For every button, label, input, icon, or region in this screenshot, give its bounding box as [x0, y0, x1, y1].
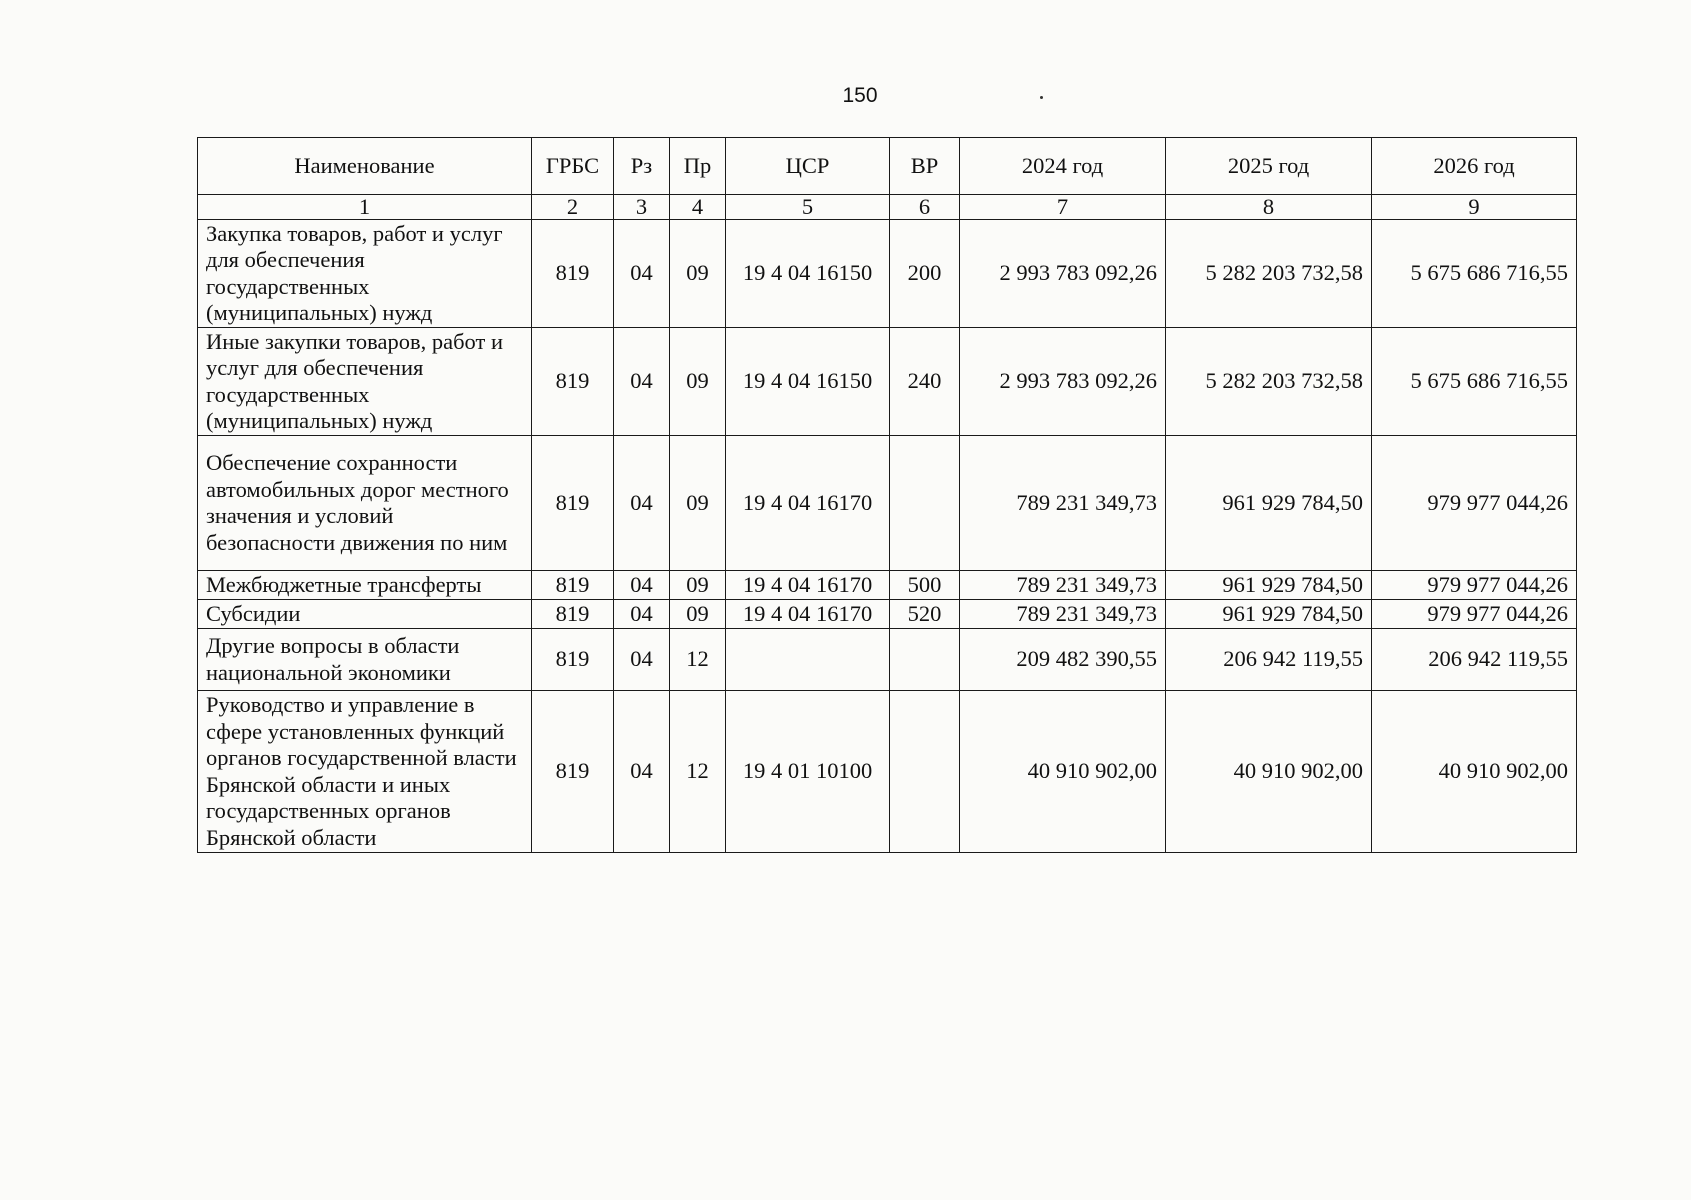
header-csr: ЦСР: [726, 138, 890, 195]
row-csr: 19 4 04 16170: [726, 436, 890, 571]
row-2026: 979 977 044,26: [1372, 436, 1577, 571]
row-csr: 19 4 04 16170: [726, 571, 890, 600]
column-number: 6: [890, 195, 960, 220]
table-row: [198, 600, 1577, 629]
column-number: 1: [198, 195, 532, 220]
row-2024: 2 993 783 092,26: [960, 220, 1166, 328]
row-2024: 789 231 349,73: [960, 436, 1166, 571]
row-2024: 789 231 349,73: [960, 600, 1166, 629]
table-row: [198, 571, 1577, 600]
table-row: [198, 436, 1577, 571]
row-vr: 500: [890, 571, 960, 600]
header-2026: 2026 год: [1372, 138, 1577, 195]
row-rz: 04: [614, 220, 670, 328]
row-grbs: 819: [532, 600, 614, 629]
row-pr: 12: [670, 691, 726, 853]
table-row: [198, 691, 1577, 853]
row-vr: [890, 629, 960, 691]
table-row: [198, 220, 1577, 328]
row-grbs: 819: [532, 220, 614, 328]
row-2026: 206 942 119,55: [1372, 629, 1577, 691]
header-row: [198, 138, 1577, 195]
row-grbs: 819: [532, 571, 614, 600]
budget-table: [197, 137, 1577, 853]
header-pr: Пр: [670, 138, 726, 195]
column-number: 2: [532, 195, 614, 220]
column-number-row: [198, 195, 1577, 220]
row-rz: 04: [614, 571, 670, 600]
row-grbs: 819: [532, 328, 614, 436]
row-2026: 979 977 044,26: [1372, 600, 1577, 629]
row-2025: 40 910 902,00: [1166, 691, 1372, 853]
row-name: Другие вопросы в области национальной экономики: [198, 629, 532, 691]
row-2025: 961 929 784,50: [1166, 571, 1372, 600]
column-number: 8: [1166, 195, 1372, 220]
row-pr: 09: [670, 220, 726, 328]
column-number: 7: [960, 195, 1166, 220]
row-name: Закупка товаров, работ и услуг для обеспечения государственных (муниципальных) нужд: [198, 220, 532, 328]
row-2026: 40 910 902,00: [1372, 691, 1577, 853]
row-grbs: 819: [532, 629, 614, 691]
row-name: Обеспечение сохранности автомобильных дорог местного значения и условий безопасности движения по ним: [198, 436, 532, 571]
row-name: Межбюджетные трансферты: [198, 571, 532, 600]
header-2024: 2024 год: [960, 138, 1166, 195]
row-2025: 961 929 784,50: [1166, 436, 1372, 571]
row-csr: 19 4 01 10100: [726, 691, 890, 853]
row-pr: 09: [670, 600, 726, 629]
row-2025: 206 942 119,55: [1166, 629, 1372, 691]
row-2026: 5 675 686 716,55: [1372, 220, 1577, 328]
header-grbs: ГРБС: [532, 138, 614, 195]
row-grbs: 819: [532, 436, 614, 571]
header-2025: 2025 год: [1166, 138, 1372, 195]
table-row: [198, 328, 1577, 436]
header-name: Наименование: [198, 138, 532, 195]
row-pr: 09: [670, 571, 726, 600]
column-number: 3: [614, 195, 670, 220]
row-csr: 19 4 04 16170: [726, 600, 890, 629]
page-number: 150: [842, 84, 878, 107]
column-number: 4: [670, 195, 726, 220]
row-pr: 12: [670, 629, 726, 691]
row-2024: 789 231 349,73: [960, 571, 1166, 600]
table-row: [198, 629, 1577, 691]
row-grbs: 819: [532, 691, 614, 853]
row-rz: 04: [614, 436, 670, 571]
row-name: Руководство и управление в сфере установленных функций органов государственной власти Брянской области и иных государственных органов Брянской области: [198, 691, 532, 853]
row-2026: 979 977 044,26: [1372, 571, 1577, 600]
row-2025: 5 282 203 732,58: [1166, 220, 1372, 328]
row-csr: [726, 629, 890, 691]
header-rz: Рз: [614, 138, 670, 195]
row-2024: 2 993 783 092,26: [960, 328, 1166, 436]
row-vr: 520: [890, 600, 960, 629]
row-vr: 240: [890, 328, 960, 436]
row-pr: 09: [670, 328, 726, 436]
row-vr: [890, 691, 960, 853]
row-2025: 961 929 784,50: [1166, 600, 1372, 629]
row-rz: 04: [614, 600, 670, 629]
row-name: Субсидии: [198, 600, 532, 629]
row-2024: 209 482 390,55: [960, 629, 1166, 691]
row-vr: 200: [890, 220, 960, 328]
column-number: 9: [1372, 195, 1577, 220]
column-number: 5: [726, 195, 890, 220]
row-vr: [890, 436, 960, 571]
row-2025: 5 282 203 732,58: [1166, 328, 1372, 436]
row-2024: 40 910 902,00: [960, 691, 1166, 853]
row-rz: 04: [614, 691, 670, 853]
row-csr: 19 4 04 16150: [726, 328, 890, 436]
row-rz: 04: [614, 328, 670, 436]
row-2026: 5 675 686 716,55: [1372, 328, 1577, 436]
header-vr: ВР: [890, 138, 960, 195]
scan-speck: [1040, 96, 1043, 99]
row-pr: 09: [670, 436, 726, 571]
row-csr: 19 4 04 16150: [726, 220, 890, 328]
row-rz: 04: [614, 629, 670, 691]
row-name: Иные закупки товаров, работ и услуг для обеспечения государственных (муниципальных) нужд: [198, 328, 532, 436]
